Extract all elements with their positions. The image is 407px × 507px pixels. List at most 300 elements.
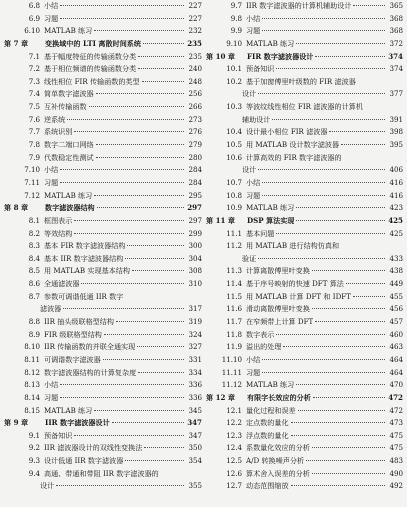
toc-entry-number: 7.5 (28, 102, 40, 112)
toc-entry-title: FIR 数字滤波器设计 (247, 51, 314, 61)
toc-entry-number: 8.9 (28, 329, 40, 339)
toc-entry-title: 基于序号映射的快速 DFT 算法 (246, 279, 344, 289)
toc-page-number: 456 (389, 304, 403, 314)
toc-entry-title: 习题 (246, 26, 261, 36)
toc-chapter-entry (4, 417, 202, 430)
toc-leader-dots (346, 283, 385, 284)
toc-section-entry (206, 139, 403, 152)
toc-leader-dots (262, 195, 385, 196)
toc-leader-dots (272, 119, 385, 120)
toc-page-number: 354 (188, 456, 202, 466)
toc-entry-number: 10.8 (226, 190, 242, 200)
toc-leader-dots (312, 473, 385, 474)
toc-entry-number: 11.10 (221, 354, 242, 364)
toc-entry-number: 9.8 (230, 13, 242, 23)
toc-leader-dots (143, 43, 184, 44)
toc-entry-title: DSP 算法实现 (247, 215, 295, 225)
toc-leader-dots (262, 359, 385, 360)
toc-entry-title: 参数可调谐低通 IIR 数字 (44, 291, 124, 301)
toc-entry-title: 浮点数的量化 (246, 430, 289, 440)
toc-page-number: 472 (388, 392, 403, 402)
toc-section-entry (206, 405, 403, 418)
toc-entry-title: 基本 FIR 数字滤波器结构 (44, 241, 126, 251)
toc-leader-dots (125, 258, 184, 259)
toc-entry-number: 11.2 (226, 241, 242, 251)
toc-entry-title: 数字滤波器结构的计算复杂度 (44, 367, 137, 377)
toc-leader-dots (306, 460, 385, 461)
toc-entry-title: 变换域中的 LTI 离散时间系统 (45, 38, 141, 48)
toc-page-number: 331 (188, 354, 202, 364)
toc-entry-title: 在窄频带上计算 DFT (246, 317, 314, 327)
toc-section-entry (206, 101, 403, 114)
toc-entry-number: 7.11 (24, 177, 40, 187)
toc-leader-dots (315, 321, 385, 322)
toc-entry-number: 6.9 (28, 13, 40, 23)
toc-leader-dots (312, 270, 385, 271)
toc-page-number: 276 (188, 127, 202, 137)
toc-leader-dots (312, 447, 385, 448)
toc-page-number: 308 (188, 266, 202, 276)
toc-section-entry (4, 253, 202, 266)
toc-entry-number: 8.5 (28, 266, 40, 276)
toc-entry-title: 动态范围缩放 (246, 481, 289, 491)
toc-page-number: 297 (187, 203, 202, 213)
toc-entry-number: 8.1 (28, 215, 40, 225)
toc-section-entry (4, 430, 202, 443)
toc-leader-dots (60, 169, 184, 170)
toc-leader-dots (296, 220, 385, 221)
toc-page-number: 425 (388, 215, 403, 225)
toc-section-entry (206, 430, 403, 443)
toc-entry-title: 基本问题 (246, 228, 275, 238)
toc-entry-number: 9.7 (230, 1, 242, 10)
toc-entry-number: 8.15 (24, 405, 40, 415)
toc-entry-title: IIR 抽头级联格型结构 (44, 317, 114, 327)
toc-entry-number: 第 9 章 (4, 418, 29, 428)
toc-entry-number: 10.2 (226, 76, 242, 86)
toc-left-column (4, 0, 202, 493)
toc-leader-dots (60, 5, 184, 6)
toc-entry-title: IIR 数字滤波器设计 (45, 418, 110, 428)
toc-entry-number: 7.3 (28, 76, 40, 86)
toc-leader-dots (132, 270, 184, 271)
toc-page-number: 256 (188, 89, 202, 99)
toc-entry-number: 7.9 (28, 152, 40, 162)
toc-entry-title: 基本 IIR 数字滤波器结构 (44, 253, 124, 263)
toc-entry-title: 有限字长效应的分析 (247, 392, 311, 402)
toc-page-number: 279 (188, 140, 202, 150)
toc-entry-title: 系数量化效应的分析 (246, 443, 310, 453)
toc-page-number: 295 (188, 190, 202, 200)
toc-page-number: 327 (188, 342, 202, 352)
toc-entry-title: 基于相位频谱的传输函数分类 (44, 64, 137, 74)
toc-leader-dots (262, 30, 385, 31)
toc-leader-dots (291, 435, 385, 436)
toc-entry-title: FIR 级联格型结构 (44, 329, 102, 339)
toc-leader-dots (258, 93, 385, 94)
toc-page-number: 319 (188, 317, 202, 327)
toc-leader-dots (94, 30, 184, 31)
toc-page-number: 460 (389, 329, 403, 339)
toc-entry-number: 11.9 (226, 342, 242, 352)
toc-entry-title: 小结 (246, 177, 261, 187)
toc-leader-dots (97, 207, 184, 208)
toc-entry-number: 9.2 (28, 443, 40, 453)
toc-entry-title: 设计最小相位 FIR 滤波器 (246, 127, 328, 137)
toc-page-number: 355 (188, 481, 202, 491)
toc-leader-dots (94, 195, 184, 196)
toc-entry-title: MATLAB 练习 (44, 190, 93, 200)
toc-entry-title: 预备知识 (44, 430, 73, 440)
toc-entry-number: 7.2 (28, 64, 40, 74)
toc-entry-number: 12.7 (226, 481, 242, 491)
toc-leader-dots (296, 43, 385, 44)
toc-section-entry (206, 152, 403, 165)
toc-section-entry (4, 139, 202, 152)
toc-entry-title: 数字滤波器结构 (45, 203, 95, 213)
toc-leader-dots (137, 346, 184, 347)
toc-entry-title: 辅助设计 (242, 114, 271, 124)
toc-entry-title: 逆系统 (44, 114, 66, 124)
toc-entry-title: 设计 (242, 165, 257, 175)
toc-page-number: 347 (187, 418, 202, 428)
toc-section-entry (4, 13, 202, 26)
toc-entry-title: 简单数字滤波器 (44, 89, 94, 99)
toc-leader-dots (116, 321, 184, 322)
toc-section-entry (4, 303, 202, 316)
toc-page-number: 416 (389, 190, 403, 200)
toc-entry-number: 第 12 章 (206, 392, 235, 402)
toc-entry-title: 高通、带通和带阻 IIR 数字滤波器的 (44, 468, 159, 478)
toc-entry-number: 7.8 (28, 140, 40, 150)
toc-entry-number: 7.1 (28, 51, 40, 61)
toc-entry-number: 11.3 (226, 266, 242, 276)
toc-entry-title: 小结 (246, 13, 261, 23)
toc-leader-dots (296, 384, 385, 385)
toc-leader-dots (60, 182, 184, 183)
toc-entry-number: 7.6 (28, 114, 40, 124)
toc-entry-number: 12.5 (226, 456, 242, 466)
toc-entry-title: IIR 数字滤波器的计算机辅助设计 (246, 1, 352, 10)
toc-section-entry (4, 164, 202, 177)
toc-section-entry (206, 177, 403, 190)
toc-entry-number: 8.6 (28, 279, 40, 289)
toc-entry-number: 10.5 (226, 140, 242, 150)
toc-entry-title: 习题 (44, 392, 59, 402)
toc-entry-title: 习题 (246, 367, 261, 377)
toc-section-entry (4, 152, 202, 165)
toc-section-entry (206, 38, 403, 51)
toc-page-number: 449 (389, 279, 403, 289)
toc-entry-title: 量化过程和误差 (246, 405, 296, 415)
toc-page-number: 464 (389, 367, 403, 377)
toc-entry-number: 8.7 (28, 291, 40, 301)
toc-entry-number: 7.4 (28, 89, 40, 99)
toc-entry-number: 第 11 章 (206, 215, 235, 225)
toc-page-number: 368 (389, 13, 403, 23)
toc-entry-number: 8.14 (24, 392, 40, 402)
toc-entry-number: 11.12 (221, 380, 242, 390)
toc-leader-dots (138, 68, 184, 69)
toc-entry-number: 10.3 (226, 102, 242, 112)
toc-leader-dots (63, 308, 184, 309)
toc-leader-dots (127, 245, 184, 246)
toc-entry-title: 设计 (242, 89, 257, 99)
toc-page-number: 347 (188, 430, 202, 440)
toc-entry-title: MATLAB 练习 (246, 203, 295, 213)
toc-page-number: 475 (389, 430, 403, 440)
toc-page-number: 248 (188, 76, 202, 86)
toc-entry-number: 第 8 章 (4, 203, 29, 213)
toc-page-number: 227 (188, 13, 202, 23)
toc-page-number: 406 (389, 165, 403, 175)
toc-entry-number: 10.6 (226, 152, 242, 162)
toc-chapter-entry (4, 38, 202, 51)
toc-page-number: 475 (389, 443, 403, 453)
toc-section-entry (4, 291, 202, 304)
toc-section-entry (4, 0, 202, 13)
toc-section-entry (206, 164, 403, 177)
toc-entry-title: 用 MATLAB 实现基本结构 (44, 266, 130, 276)
toc-entry-number: 11.8 (226, 329, 242, 339)
toc-section-entry (4, 265, 202, 278)
toc-entry-number: 7.7 (28, 127, 40, 137)
toc-entry-title: MATLAB 练习 (44, 26, 93, 36)
toc-page-number: 473 (389, 418, 403, 428)
toc-leader-dots (96, 144, 184, 145)
toc-section-entry (206, 455, 403, 468)
toc-section-entry (4, 455, 202, 468)
toc-section-entry (206, 190, 403, 203)
toc-entry-title: 用 MATLAB 进行结构仿真和 (246, 241, 340, 251)
toc-section-entry (4, 126, 202, 139)
toc-leader-dots (276, 334, 385, 335)
toc-section-entry (206, 88, 403, 101)
toc-entry-title: 设计 (40, 481, 55, 491)
toc-page-number: 425 (389, 228, 403, 238)
toc-section-entry (206, 329, 403, 342)
toc-section-entry (4, 51, 202, 64)
toc-leader-dots (258, 169, 385, 170)
toc-section-entry (4, 177, 202, 190)
toc-leader-dots (329, 131, 385, 132)
toc-entry-number: 11.7 (226, 317, 242, 327)
toc-page-number: 300 (188, 241, 202, 251)
toc-page-number: 317 (188, 304, 202, 314)
toc-section-entry (4, 379, 202, 392)
toc-section-entry (4, 367, 202, 380)
toc-leader-dots (104, 334, 184, 335)
toc-entry-title: 习题 (44, 177, 59, 187)
toc-entry-title: 用 MATLAB 计算 DFT 和 IDFT (246, 291, 351, 301)
toc-leader-dots (138, 372, 184, 373)
toc-page-number: 304 (188, 253, 202, 263)
toc-entry-title: 习题 (246, 190, 261, 200)
toc-page-number: 324 (188, 329, 202, 339)
toc-section-entry (206, 367, 403, 380)
toc-entry-title: 习题 (44, 13, 59, 23)
toc-entry-title: 等波纹线性相位 FIR 滤波器的计算机 (246, 102, 363, 112)
toc-page-number: 227 (188, 1, 202, 10)
toc-entry-number: 第 10 章 (206, 51, 235, 61)
toc-leader-dots (74, 220, 184, 221)
toc-entry-title: 线性相位 FIR 传输函数的类型 (44, 76, 140, 86)
toc-page-number: 345 (188, 405, 202, 415)
toc-leader-dots (74, 435, 184, 436)
toc-entry-title: 可调谐数字滤波器 (44, 354, 101, 364)
toc-section-entry (206, 468, 403, 481)
toc-entry-title: 基于加窗傅里叶级数的 FIR 滤波器 (246, 76, 356, 86)
toc-entry-number: 12.6 (226, 468, 242, 478)
toc-section-entry (4, 405, 202, 418)
toc-page-number: 284 (188, 165, 202, 175)
toc-entry-title: 小结 (44, 1, 59, 10)
toc-leader-dots (276, 233, 385, 234)
toc-entry-title: 验证 (242, 253, 257, 263)
toc-leader-dots (112, 422, 184, 423)
toc-entry-number: 11.5 (226, 291, 242, 301)
toc-page-number: 423 (389, 203, 403, 213)
toc-section-entry (206, 442, 403, 455)
toc-leader-dots (60, 384, 184, 385)
toc-page-number: 336 (188, 380, 202, 390)
toc-entry-number: 9.3 (28, 456, 40, 466)
toc-section-entry (4, 392, 202, 405)
toc-section-entry (4, 63, 202, 76)
toc-entry-title: 小结 (44, 380, 59, 390)
toc-leader-dots (312, 308, 385, 309)
toc-entry-title: 基于幅度特征的传输函数分类 (44, 51, 137, 61)
toc-entry-title: 小结 (246, 354, 261, 364)
toc-entry-number: 8.4 (28, 253, 40, 263)
toc-leader-dots (258, 258, 385, 259)
toc-entry-number: 12.4 (226, 443, 242, 453)
toc-entry-number: 12.3 (226, 430, 242, 440)
toc-entry-number: 10.1 (226, 64, 242, 74)
toc-section-entry (4, 480, 202, 493)
toc-leader-dots (353, 5, 385, 6)
toc-section-entry (206, 354, 403, 367)
toc-page-number: 310 (188, 279, 202, 289)
toc-page-number: 472 (389, 405, 403, 415)
toc-entry-number: 7.12 (24, 190, 40, 200)
toc-entry-number: 8.13 (24, 380, 40, 390)
toc-entry-number: 11.4 (226, 279, 242, 289)
toc-chapter-entry (4, 202, 202, 215)
toc-page-number: 377 (389, 89, 403, 99)
toc-entry-number: 8.12 (24, 367, 40, 377)
toc-section-entry (206, 202, 403, 215)
toc-entry-number: 8.10 (24, 342, 40, 352)
toc-section-entry (4, 101, 202, 114)
toc-section-entry (4, 316, 202, 329)
toc-page-number: 433 (389, 253, 403, 263)
toc-section-entry (4, 442, 202, 455)
toc-section-entry (4, 215, 202, 228)
toc-leader-dots (96, 157, 184, 158)
toc-entry-number: 8.8 (28, 317, 40, 327)
toc-leader-dots (60, 18, 184, 19)
toc-page-number: 334 (188, 367, 202, 377)
toc-section-entry (4, 25, 202, 38)
toc-chapter-entry (206, 215, 403, 228)
toc-entry-number: 7.10 (24, 165, 40, 175)
toc-section-entry (4, 88, 202, 101)
toc-section-entry (206, 63, 403, 76)
toc-page-number: 336 (188, 392, 202, 402)
toc-entry-title: MATLAB 练习 (44, 405, 93, 415)
toc-leader-dots (125, 460, 184, 461)
toc-section-entry (4, 190, 202, 203)
toc-section-entry (206, 228, 403, 241)
toc-section-entry (206, 25, 403, 38)
toc-page-number: 372 (389, 38, 403, 48)
toc-leader-dots (74, 131, 184, 132)
toc-entry-number: 12.2 (226, 418, 242, 428)
toc-leader-dots (74, 233, 184, 234)
toc-leader-dots (262, 182, 385, 183)
toc-section-entry (206, 341, 403, 354)
toc-section-entry (206, 0, 403, 13)
toc-leader-dots (67, 119, 184, 120)
toc-leader-dots (81, 283, 184, 284)
toc-right-column (206, 0, 403, 493)
toc-section-entry (4, 76, 202, 89)
toc-leader-dots (341, 144, 385, 145)
toc-page-number: 284 (188, 177, 202, 187)
toc-section-entry (206, 291, 403, 304)
toc-entry-number: 8.2 (28, 228, 40, 238)
toc-leader-dots (138, 56, 184, 57)
toc-page-number: 232 (188, 26, 202, 36)
toc-page-number: 457 (389, 317, 403, 327)
toc-leader-dots (315, 56, 385, 57)
toc-section-entry (4, 228, 202, 241)
toc-section-entry (206, 114, 403, 127)
toc-section-entry (4, 278, 202, 291)
toc-entry-title: 数字表示 (246, 329, 275, 339)
toc-entry-number: 10.7 (226, 177, 242, 187)
toc-entry-title: 溢出的处理 (246, 342, 282, 352)
toc-entry-number: 8.3 (28, 241, 40, 251)
toc-chapter-entry (206, 392, 403, 405)
toc-entry-number: 9.10 (226, 38, 242, 48)
toc-page-number: 297 (188, 215, 202, 225)
toc-entry-title: 互补传输函数 (44, 102, 87, 112)
toc-leader-dots (353, 296, 385, 297)
toc-section-entry (206, 76, 403, 89)
toc-leader-dots (298, 410, 385, 411)
toc-entry-title: 滤波器 (40, 304, 62, 314)
toc-entry-title: MATLAB 练习 (246, 380, 295, 390)
toc-entry-title: 算术舍入误差的分析 (246, 468, 310, 478)
toc-page-number: 280 (188, 152, 202, 162)
toc-section-entry (206, 417, 403, 430)
toc-entry-number: 9.4 (28, 468, 40, 478)
toc-entry-title: 数字二端口网络 (44, 140, 94, 150)
toc-page-number: 398 (389, 127, 403, 137)
toc-page-number: 483 (389, 456, 403, 466)
toc-leader-dots (103, 359, 184, 360)
toc-page-number: 492 (389, 481, 403, 491)
toc-page-number: 470 (389, 380, 403, 390)
toc-leader-dots (89, 106, 184, 107)
toc-entry-title: A/D 转换噪声分析 (246, 456, 305, 466)
toc-entry-number: 10.9 (226, 203, 242, 213)
toc-section-entry (4, 114, 202, 127)
toc-leader-dots (291, 485, 385, 486)
toc-section-entry (4, 240, 202, 253)
